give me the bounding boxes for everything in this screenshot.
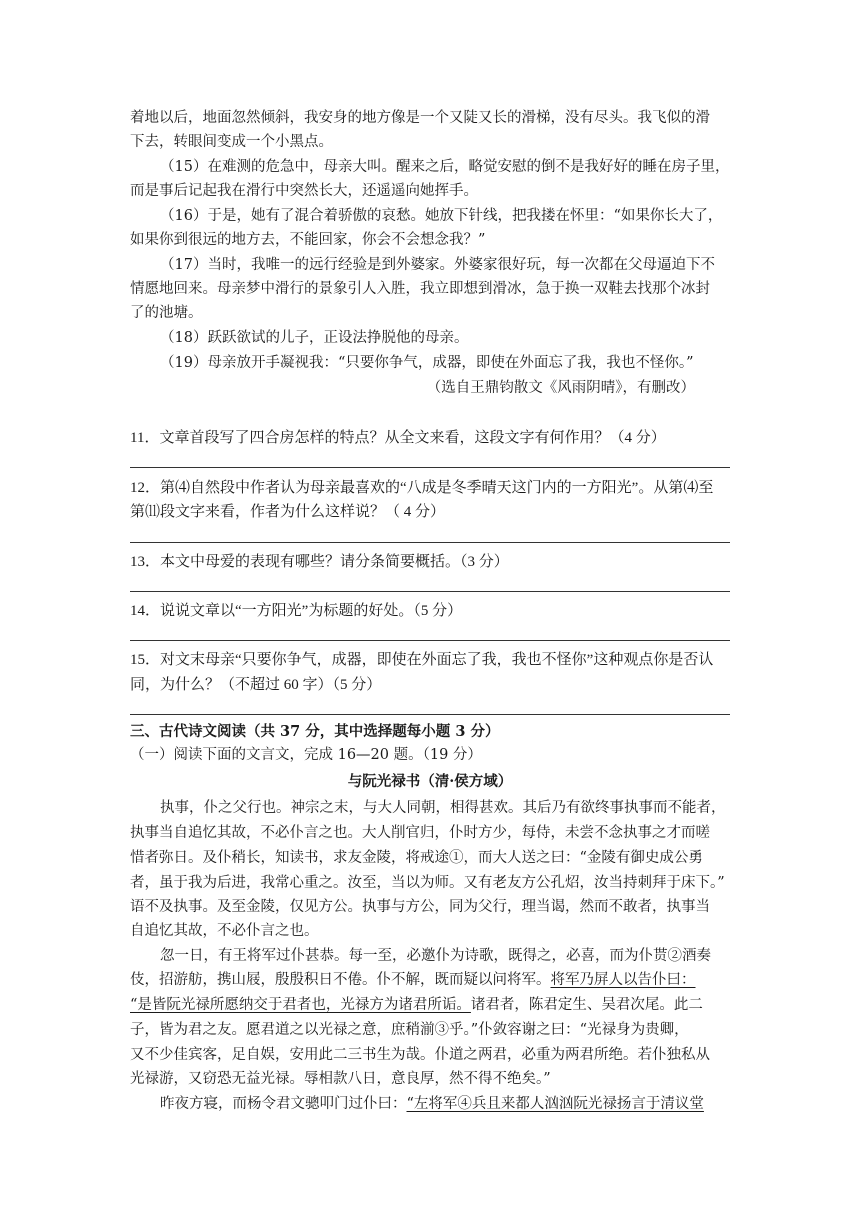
question-15-line-1: 15．对文末母亲“只要你争气，成器，即使在外面忘了我，我也不怪你”这种观点你是否认 bbox=[130, 652, 714, 668]
paragraph-14-line-1: 着地以后，地面忽然倾斜，我安身的地方像是一个又陡又长的滑梯，没有尽头。我飞似的滑 bbox=[130, 110, 710, 126]
underlined-sentence-part-1: 将军乃屏人以告仆曰： bbox=[550, 972, 696, 988]
answer-line-13 bbox=[130, 591, 730, 592]
paragraph-17-line-1: （17）当时，我唯一的远行经验是到外婆家。外婆家很好玩，每一次都在父母逼迫下不 bbox=[160, 257, 715, 273]
classical-para-1-line-3: 惜者弥日。及仆稍长，知读书，求友金陵，将戒途①，而大人送之曰：“金陵有御史成公勇 bbox=[130, 850, 703, 866]
paragraph-14-line-2: 下去，转眼间变成一个小黑点。 bbox=[130, 134, 333, 150]
paragraph-15-line-2: 而是事后记起我在滑行中突然长大，还遥遥向她挥手。 bbox=[130, 183, 478, 199]
question-12-line-2: 第⑾段文字来看，作者为什么这样说？（ 4 分） bbox=[130, 504, 446, 520]
question-11: 11．文章首段写了四合房怎样的特点？从全文来看，这段文字有何作用？（4 分） bbox=[130, 430, 666, 446]
underlined-sentence-2: “左将军④兵且来都人汹汹阮光禄扬言于清议堂 bbox=[406, 1096, 704, 1112]
paragraph-17-line-2: 情愿地回来。母亲梦中滑行的景象引人入胜，我立即想到滑冰，急于换一双鞋去找那个冰封 bbox=[130, 281, 710, 297]
paragraph-15-line-1: （15）在难测的危急中，母亲大叫。醒来之后，略觉安慰的倒不是我好好的睡在房子里， bbox=[160, 159, 730, 175]
question-13: 13．本文中母爱的表现有哪些？请分条简要概括。（3 分） bbox=[130, 554, 509, 570]
classical-para-3-line-1 bbox=[160, 1094, 730, 1114]
question-14: 14．说说文章以“一方阳光”为标题的好处。（5 分） bbox=[130, 603, 463, 619]
section-3-heading: 三、古代诗文阅读（共 37 分，其中选择题每小题 3 分） bbox=[130, 723, 500, 740]
underlined-sentence-part-2: “是皆阮光禄所愿纳交于君者也，光禄方为诸君所诟。 bbox=[130, 997, 471, 1013]
section-3-part-1-instruction: （一）阅读下面的文言文，完成 16—20 题。（19 分） bbox=[130, 747, 482, 763]
answer-line-11 bbox=[130, 467, 730, 468]
classical-para-1-line-4: 者，虽于我为后进，我常心重之。汝至，当以为师。又有老友方公孔炤，汝当持刺拜于床下。” bbox=[130, 875, 725, 891]
classical-para-1-line-6: 自追忆其故，不必仆言之也。 bbox=[130, 923, 319, 939]
classical-para-2-line-2-text: 伎，招游舫，携山屐，殷殷积日不倦。仆不解，既而疑以问将军。 bbox=[130, 972, 551, 988]
question-12-line-1: 12．第⑷自然段中作者认为母亲最喜欢的“八成是冬季晴天这门内的一方阳光”。从第⑷至 bbox=[130, 480, 714, 496]
answer-line-15 bbox=[130, 714, 730, 715]
classical-para-3-line-1-text: 昨夜方寝，而杨令君文骢叩门过仆曰： bbox=[160, 1096, 407, 1112]
question-15-line-2: 同，为什么？（不超过 60 字）（5 分） bbox=[130, 677, 382, 693]
classical-para-2-line-1: 忽一日，有王将军过仆甚恭。每一至，必邀仆为诗歌，既得之，必喜，而为仆贳②酒奏 bbox=[160, 948, 711, 964]
classical-para-1-line-2: 执事当自追忆其故，不必仆言之也。大人削官归，仆时方少，每侍，未尝不念执事之才而嗟 bbox=[130, 825, 710, 841]
classical-para-2-line-6: 光禄游，又窃恐无益光禄。辱相款八日，意良厚，然不得不绝矣。” bbox=[130, 1071, 551, 1087]
paragraph-16-line-1: （16）于是，她有了混合着骄傲的哀愁。她放下针线，把我搂在怀里：“如果你长大了， bbox=[160, 208, 723, 224]
paragraph-19: （19）母亲放开手凝视我：“只要你争气，成器，即使在外面忘了我，我也不怪你。” bbox=[160, 355, 694, 371]
paragraph-16-line-2: 如果你到很远的地方去，不能回家，你会不会想念我？” bbox=[130, 232, 486, 248]
classical-para-2-line-2 bbox=[130, 970, 730, 990]
answer-line-12 bbox=[130, 542, 730, 543]
classical-para-2-line-4: 子，皆为君之友。愿君道之以光禄之意，庶稍湔③乎。”仆敛容谢之曰：“光禄身为贵卿， bbox=[130, 1022, 689, 1038]
classical-para-2-line-5: 又不少佳宾客，足自娱，安用此二三书生为哉。仆道之两君，必重为两君所绝。若仆独私从 bbox=[130, 1047, 710, 1063]
classical-para-2-line-3 bbox=[130, 995, 730, 1015]
classical-text-title: 与阮光禄书（清·侯方域） bbox=[347, 773, 513, 790]
paragraph-17-line-3: 了的池塘。 bbox=[130, 305, 203, 321]
source-citation: （选自王鼎钧散文《风雨阴晴》，有删改） bbox=[426, 380, 695, 396]
classical-para-1-line-5: 语不及执事。及至金陵，仅见方公。执事与方公，同为父行，理当谒，然而不敢者，执事当 bbox=[130, 899, 710, 915]
paragraph-18: （18）跃跃欲试的儿子，正设法挣脱他的母亲。 bbox=[160, 330, 469, 346]
classical-para-2-line-3-text: 诸君者，陈君定生、吴君次尾。此二 bbox=[470, 997, 703, 1013]
answer-line-14 bbox=[130, 640, 730, 641]
classical-para-1-line-1: 执事，仆之父行也。神宗之末，与大人同朝，相得甚欢。其后乃有欲终事执事而不能者， bbox=[160, 800, 726, 816]
